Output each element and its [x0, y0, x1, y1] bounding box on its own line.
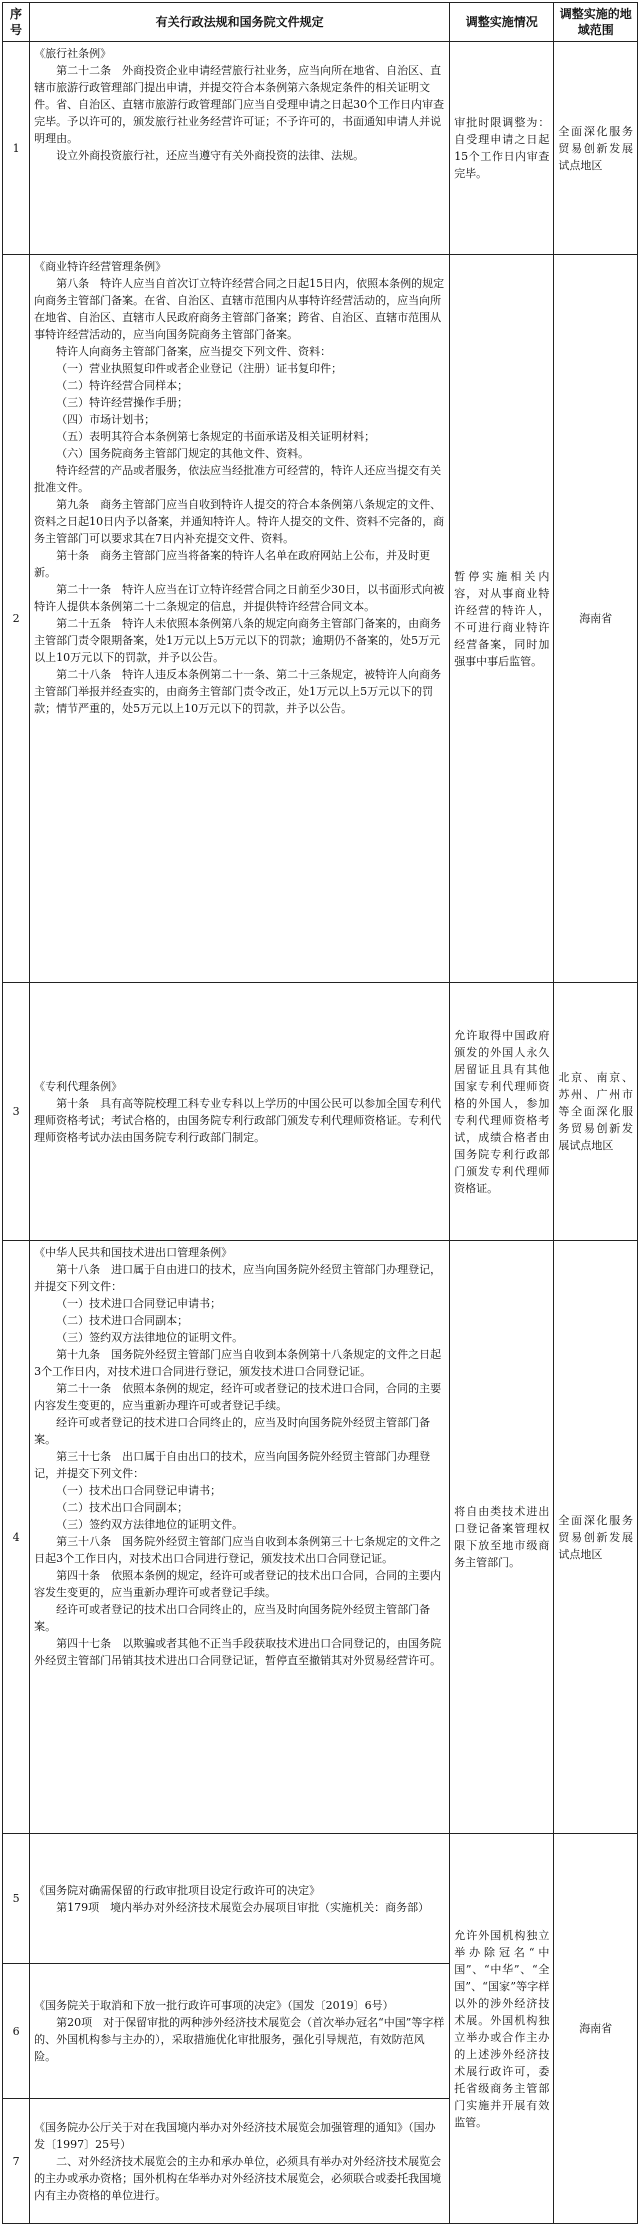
adjust-cell [450, 1241, 554, 1834]
rules-title: 《旅行社条例》 [34, 47, 112, 60]
header-region: 调整实施的地域范围 [554, 3, 638, 42]
table-row [3, 1241, 638, 1834]
rules-paragraph: 第三十八条 国务院外经贸主管部门应当自收到本条例第三十七条规定的文件之日起3个工作日内，对技术出口合同进行登记，颁发技术出口合同登记证。 [34, 1535, 442, 1565]
header-rules: 有关行政法规和国务院文件规定 [30, 3, 450, 42]
rules-cell [30, 983, 450, 1241]
region-text: 海南省 [579, 612, 613, 625]
rules-paragraph: 第十条 具有高等院校理工科专业专科以上学历的中国公民可以参加全国专利代理师资格考试；考试合格的，由国务院专利行政部门颁发专利代理师资格证。专利代理师资格考试办法由国务院专利行政部门制定。 [34, 1096, 442, 1144]
table-row [3, 42, 638, 255]
region-text: 全面深化服务贸易创新发展试点地区 [558, 1513, 633, 1561]
rules-paragraph: 第八条 特许人应当自首次订立特许经营合同之日起15日内，依照本条例的规定向商务主管部门备案。在省、自治区、直辖市范围内从事特许经营活动的，应当向所在地省、自治区、直辖市人民政府商务主管部门备案；跨省、自治区、直辖市范围从事特许经营活动的，应当向国务院商务主管部门备案。 [34, 277, 445, 341]
rules-paragraph: 第20项 对于保留审批的两种涉外经济技术展览会（首次举办冠名“中国”等字样的、外国机构参与主办的），采取措施优化审批服务，强化引导规范，有效防范风险。 [34, 2016, 445, 2063]
table-row [3, 255, 638, 983]
adjust-cell [450, 1834, 554, 2224]
header-no: 序号 [3, 3, 30, 42]
region-cell [554, 1834, 638, 2224]
region-cell [554, 255, 638, 983]
region-text: 北京、南京、苏州、广州市等全面深化服务贸易创新发展试点地区 [558, 1071, 633, 1152]
rules-title: 《国务院对确需保留的行政审批项目设定行政许可的决定》 [34, 1883, 321, 1897]
rules-paragraph: （二）技术进口合同副本； [56, 1314, 189, 1327]
rules-paragraph: （二）技术出口合同副本； [56, 1501, 189, 1514]
rules-paragraph: 第十八条 进口属于自由进口的技术，应当向国务院外经贸主管部门办理登记，并提交下列文件： [34, 1263, 442, 1293]
regulation-table [2, 2, 638, 2224]
adjust-text: 允许外国机构独立举办除冠名“中国”、“中华”、“全国”、“国家”等字样以外的涉外经济技术展。外国机构独立举办或合作主办的上述涉外经济技术展行政许可，委托省级商务主管部门实施并开展有效监管。 [454, 1928, 550, 2129]
adjust-text: 暂停实施相关内容，对从事商业特许经营的特许人，不可进行商业特许经营备案，同时加强事中事后监管。 [454, 569, 550, 668]
rules-paragraph: 第二十五条 特许人未依照本条例第八条的规定向商务主管部门备案的，由商务主管部门责令限期备案，处1万元以上5万元以下的罚款；逾期仍不备案的，处5万元以上10万元以下的罚款，并予以公告。 [34, 617, 442, 664]
rules-paragraph: 第十条 商务主管部门应当将备案的特许人名单在政府网站上公布，并及时更新。 [34, 549, 431, 579]
row-number: 2 [3, 255, 30, 983]
row-number: 5 [3, 1834, 30, 1964]
rules-paragraph: 第二十一条 特许人应当在订立特许经营合同之日前至少30日，以书面形式向被特许人提供本条例第二十二条规定的信息，并提供特许经营合同文本。 [34, 583, 445, 613]
rules-paragraph: 第二十一条 依照本条例的规定，经许可或者登记的技术进口合同，合同的主要内容发生变更的，应当重新办理许可或者登记手续。 [34, 1382, 442, 1412]
region-cell [554, 42, 638, 255]
rules-paragraph: 特许经营的产品或者服务，依法应当经批准方可经营的，特许人还应当提交有关批准文件。 [34, 464, 442, 494]
rules-paragraph: （五）表明其符合本条例第七条规定的书面承诺及相关证明材料； [56, 430, 376, 443]
rules-paragraph: 第四十条 依照本条例的规定，经许可或者登记的技术出口合同，合同的主要内容发生变更的，应当重新办理许可或者登记手续。 [34, 1569, 442, 1599]
row-number: 6 [3, 1964, 30, 2099]
row-number: 7 [3, 2099, 30, 2224]
rules-cell [30, 2099, 450, 2224]
rules-cell [30, 1241, 450, 1834]
region-text: 海南省 [579, 2022, 613, 2035]
rules-paragraph: 第十九条 国务院外经贸主管部门应当自收到本条例第十八条规定的文件之日起3个工作日内，对技术进口合同进行登记，颁发技术进口合同登记证。 [34, 1348, 442, 1378]
rules-title: 《商业特许经营管理条例》 [34, 260, 167, 273]
adjust-cell [450, 983, 554, 1241]
rules-cell [30, 1964, 450, 2099]
rules-paragraph: 二、对外经济技术展览会的主办和承办单位，必须具有举办对外经济技术展览会的主办或承办资格；国外机构在华举办对外经济技术展览会，必须联合或委托我国境内有主办资格的单位进行。 [34, 2154, 442, 2202]
row-number: 3 [3, 983, 30, 1241]
adjust-text: 允许取得中国政府颁发的外国人永久居留证且具有其他国家专利代理师资格的外国人，参加专利代理师资格考试，成绩合格者由国务院专利行政部门颁发专利代理师资格证。 [454, 1028, 550, 1195]
table-row [3, 1834, 638, 1964]
region-cell [554, 983, 638, 1241]
rules-paragraph: 第二十八条 特许人违反本条例第二十一条、第二十三条规定，被特许人向商务主管部门举报并经查实的，由商务主管部门责令改正，处1万元以上5万元以下的罚款；情节严重的，处5万元以上10万元以下的罚款，并予以公告。 [34, 668, 442, 715]
table-header-row [3, 3, 638, 42]
rules-paragraph: （六）国务院商务主管部门规定的其他文件、资料。 [56, 447, 310, 460]
rules-paragraph: 第179项 境内举办对外经济技术展览会办展项目审批（实施机关：商务部） [56, 1900, 430, 1914]
rules-paragraph: 第三十七条 出口属于自由出口的技术，应当向国务院外经贸主管部门办理登记，并提交下列文件： [34, 1450, 431, 1480]
region-cell [554, 1241, 638, 1834]
rules-paragraph: 特许人向商务主管部门备案，应当提交下列文件、资料： [56, 345, 332, 358]
row-number: 1 [3, 42, 30, 255]
region-text: 全面深化服务贸易创新发展试点地区 [558, 124, 633, 172]
rules-cell [30, 42, 450, 255]
rules-paragraph: （三）签约双方法律地位的证明文件。 [56, 1331, 244, 1344]
rules-paragraph: （二）特许经营合同样本； [56, 379, 189, 392]
adjust-text: 审批时限调整为：自受理申请之日起15个工作日内审查完毕。 [454, 116, 550, 180]
adjust-cell [450, 255, 554, 983]
rules-paragraph: 第九条 商务主管部门应当自收到特许人提交的符合本条例第八条规定的文件、资料之日起10日内予以备案，并通知特许人。特许人提交的文件、资料不完备的，商务主管部门可以要求其在7日内补充提交文件、资料。 [34, 498, 445, 545]
rules-paragraph: （三）签约双方法律地位的证明文件。 [56, 1518, 244, 1531]
rules-cell [30, 255, 450, 983]
rules-paragraph: 经许可或者登记的技术进口合同终止的，应当及时向国务院外经贸主管部门备案。 [34, 1416, 431, 1446]
rules-paragraph: （一）营业执照复印件或者企业登记（注册）证书复印件； [56, 362, 343, 375]
row-number: 4 [3, 1241, 30, 1834]
rules-paragraph: 第四十七条 以欺骗或者其他不正当手段获取技术进出口合同登记的，由国务院外经贸主管部门吊销其技术进出口合同登记证，暂停直至撤销其对外贸易经营许可。 [34, 1637, 442, 1667]
rules-title: 《专利代理条例》 [34, 1079, 123, 1093]
header-adjust: 调整实施情况 [450, 3, 554, 42]
rules-paragraph: （三）特许经营操作手册； [56, 396, 189, 409]
rules-paragraph: 第二十二条 外商投资企业申请经营旅行社业务，应当向所在地省、自治区、直辖市旅游行政管理部门提出申请，并提交符合本条例第六条规定条件的相关证明文件。省、自治区、直辖市旅游行政管理部门应当自受理申请之日起30个工作日内审查完毕。予以许可的，颁发旅行社业务经营许可证；不予许可的，书面通知申请人并说明理由。 [34, 64, 445, 145]
rules-paragraph: 经许可或者登记的技术出口合同终止的，应当及时向国务院外经贸主管部门备案。 [34, 1603, 431, 1633]
rules-cell [30, 1834, 450, 1964]
rules-title: 《国务院关于取消和下放一批行政许可事项的决定》（国发〔2019〕6号） [34, 1999, 394, 2012]
table-row [3, 983, 638, 1241]
rules-title: 《国务院办公厅关于对在我国境内举办对外经济技术展览会加强管理的通知》（国办发〔1997〕25号） [34, 2120, 436, 2151]
rules-paragraph: （一）技术出口合同登记申请书； [56, 1484, 222, 1497]
rules-title: 《中华人民共和国技术进出口管理条例》 [34, 1246, 233, 1259]
rules-paragraph: （四）市场计划书； [56, 413, 156, 426]
adjust-cell [450, 42, 554, 255]
rules-paragraph: 设立外商投资旅行社，还应当遵守有关外商投资的法律、法规。 [56, 149, 365, 162]
adjust-text: 将自由类技术进出口登记备案管理权限下放至地市级商务主管部门。 [454, 1505, 550, 1569]
rules-paragraph: （一）技术进口合同登记申请书； [56, 1297, 222, 1310]
